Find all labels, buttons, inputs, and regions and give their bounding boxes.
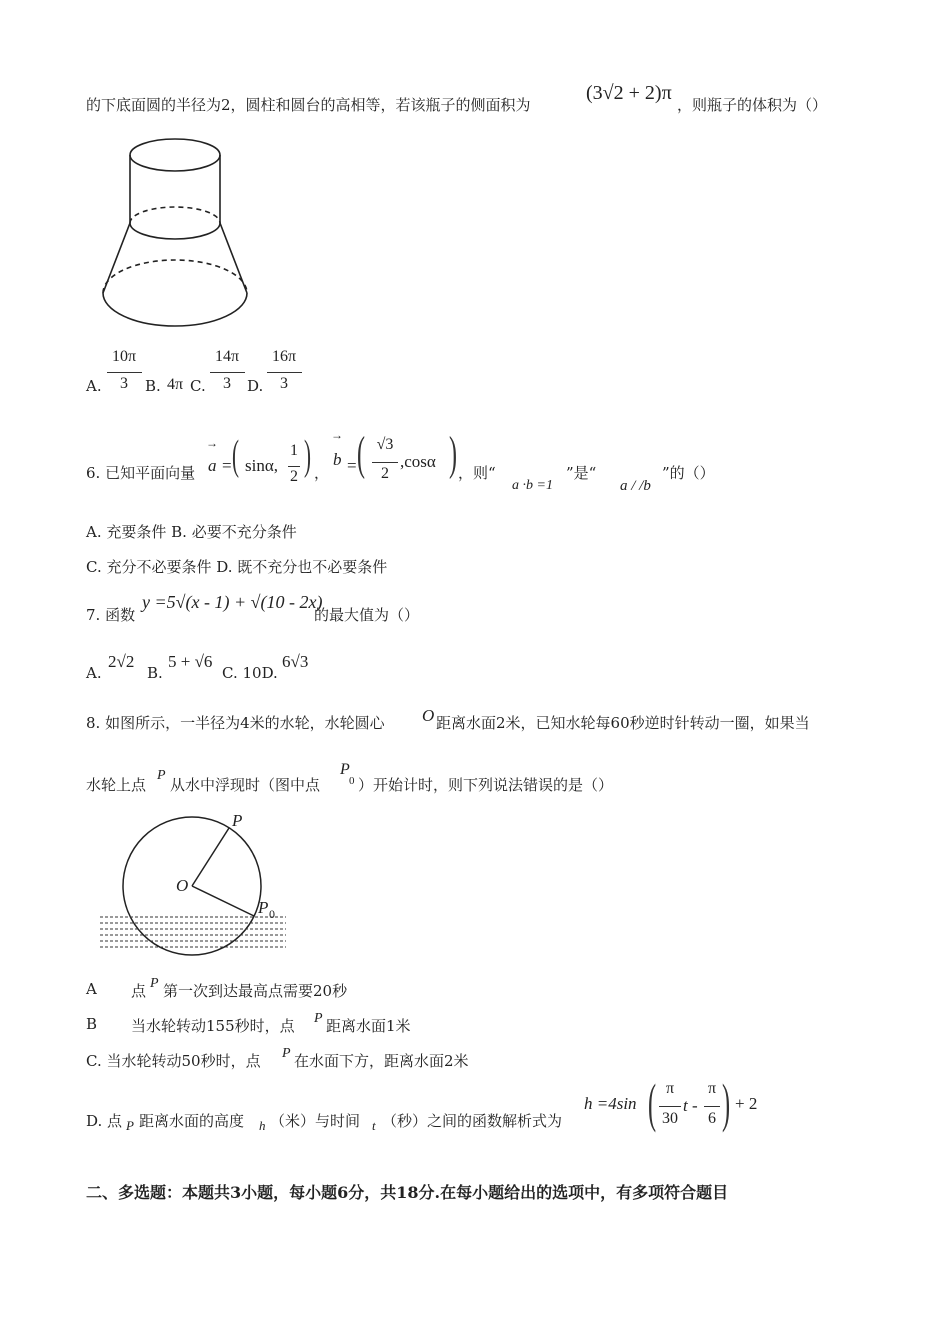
q5-lateral-area-expression: (3√2 + 2)π <box>586 82 672 104</box>
q7-option-b-label: B. <box>147 664 163 682</box>
frustum-bottom-back-arc <box>103 260 247 293</box>
q5-option-a-numerator: 10π <box>111 348 137 365</box>
formula-lhs-text: h =4sin <box>584 1094 637 1113</box>
q6-vector-b-left-paren: ( <box>357 427 365 480</box>
radius-to-P0 <box>192 886 254 916</box>
q5-option-b-label: B. <box>145 377 161 395</box>
formula-denominator-1: 30 <box>662 1110 678 1127</box>
q6-options-line-2: C. 充分不必要条件 D. 既不充分也不必要条件 <box>86 558 388 576</box>
formula-mid: t - <box>683 1096 698 1115</box>
q8-option-a-P: P <box>150 976 159 991</box>
q8-option-c-P: P <box>282 1046 291 1061</box>
figure-label-O: O <box>176 876 189 895</box>
q8-option-c-text-1: C. 当水轮转动50秒时，点 <box>86 1052 261 1070</box>
bottle-figure <box>95 133 255 333</box>
q6-condition-2: a / /b <box>620 478 651 494</box>
q5-text-after: ，则瓶子的体积为（） <box>677 96 828 114</box>
q5-text-before: 的下底面圆的半径为2，圆柱和圆台的高相等，若该瓶子的侧面积为 <box>86 96 531 114</box>
q8-point-P: P <box>157 768 166 783</box>
q8-option-c-text-2: 在水面下方，距离水面2米 <box>294 1052 469 1070</box>
q8-option-d-t: t <box>372 1118 376 1133</box>
q8-option-d-P: P <box>126 1118 134 1133</box>
q7-option-c-label: C. 10D. <box>222 664 278 682</box>
q6-vector-a-comp1: sinα, <box>245 456 278 475</box>
formula-left-paren: ( <box>648 1073 657 1133</box>
q5-option-a-fraction-bar <box>107 372 142 373</box>
q6-vector-a: a <box>208 456 217 475</box>
q8-option-d-text-2: 距离水面的高度 <box>139 1112 245 1130</box>
q5-option-d-label: D. <box>247 377 264 395</box>
q6-vector-a-denominator: 2 <box>290 468 298 485</box>
q6-vector-a-left-paren: ( <box>232 433 239 479</box>
q8-option-b-text-2: 距离水面1米 <box>326 1017 411 1035</box>
q8-point-P0-subscript: 0 <box>349 775 355 787</box>
q6-condition-1: a ·b =1 <box>512 478 553 493</box>
radius-to-P <box>192 828 229 886</box>
q8-option-a-text-2: 第一次到达最高点需要20秒 <box>163 982 348 1000</box>
q6-separator: ， <box>314 464 330 482</box>
formula-lhs <box>584 1094 637 1114</box>
q5-option-d-denominator: 3 <box>280 375 288 392</box>
q6-vector-b-comp2: ,cosα <box>400 452 436 471</box>
q7-suffix: 的最大值为（） <box>314 606 420 624</box>
q6-vector-b-denominator: 2 <box>381 465 389 482</box>
q5-option-c-label: C. <box>190 377 206 395</box>
q8-option-b-P: P <box>314 1011 323 1026</box>
q6-vector-b-right-paren: ) <box>449 427 457 480</box>
q5-option-c-fraction-bar <box>210 372 245 373</box>
q8-line-2-c: ）开始计时，则下列说法错误的是（） <box>358 776 614 794</box>
q7-option-a-label: A. <box>86 664 102 682</box>
q7-option-a-value: 2√2 <box>108 652 135 671</box>
q6-is: ”是“ <box>566 464 597 482</box>
q8-option-d-text-4: （秒）之间的函数解析式为 <box>382 1112 563 1130</box>
q6-vector-b-numerator: √3 <box>376 436 394 453</box>
formula-tail: + 2 <box>735 1094 758 1113</box>
q7-prefix: 7. 函数 <box>86 606 136 624</box>
water-wheel-figure <box>100 812 300 962</box>
q6-stem-suffix: ”的（） <box>662 464 715 482</box>
q5-option-a-label: A. <box>86 377 102 395</box>
figure-label-P0-subscript: 0 <box>269 907 275 921</box>
figure-label-P: P <box>232 811 243 830</box>
q8-line-1-a: 8. 如图所示，一半径为4米的水轮，水轮圆心 <box>86 714 385 732</box>
figure-label-P0: P <box>258 898 269 917</box>
q6-stem-prefix: 6. 已知平面向量 <box>86 464 196 482</box>
q7-option-b-value: 5 + √6 <box>168 652 213 671</box>
q6-vector-a-numerator: 1 <box>290 442 298 459</box>
q6-vector-b: b <box>333 450 342 469</box>
q8-option-d-text-3: （米）与时间 <box>270 1112 361 1130</box>
q7-function: y =5√(x - 1) + √(10 - 2x) <box>142 592 323 612</box>
q6-equals-2: = <box>347 456 357 475</box>
q8-line-1-b: 距离水面2米，已知水轮每60秒逆时针转动一圈，如果当 <box>436 714 810 732</box>
q8-point-P0: P <box>340 761 350 778</box>
q6-vector-a-right-paren: ) <box>304 433 311 479</box>
q5-option-d-fraction-bar <box>267 372 302 373</box>
q5-option-a-denominator: 3 <box>120 375 128 392</box>
q5-option-d-numerator: 16π <box>271 348 297 365</box>
cylinder-bottom-front-arc <box>130 223 220 239</box>
q8-option-a-label: A <box>86 980 97 998</box>
formula-right-paren: ) <box>722 1073 731 1133</box>
cylinder-bottom-back-arc <box>130 207 220 223</box>
section-2-heading: 二、多选题：本题共3小题，每小题6分，共18分.在每小题给出的选项中，有多项符合题目 <box>86 1183 729 1202</box>
q8-option-d-h: h <box>259 1118 266 1133</box>
q6-then: ，则“ <box>458 464 496 482</box>
q8-option-b-label: B <box>86 1015 98 1033</box>
q8-option-b-text-1: 当水轮转动155秒时，点 <box>131 1017 295 1035</box>
q8-line-2-b: 从水中浮现时（图中点 <box>170 776 321 794</box>
formula-denominator-2: 6 <box>708 1110 716 1127</box>
q8-line-2-a: 水轮上点 <box>86 776 147 794</box>
q5-option-b-value: 4π <box>167 376 184 393</box>
q8-center-O: O <box>422 706 435 725</box>
q6-options-line-1: A. 充要条件 B. 必要不充分条件 <box>86 523 297 541</box>
cylinder-top-ellipse <box>130 139 220 171</box>
q5-option-c-numerator: 14π <box>214 348 240 365</box>
q8-option-d-text-1: D. 点 <box>86 1112 123 1130</box>
q6-vector-a-fraction-bar <box>288 466 300 467</box>
frustum-right-edge <box>220 223 247 293</box>
formula-fraction-bar-1 <box>659 1106 681 1107</box>
q7-option-d-value: 6√3 <box>282 652 309 671</box>
formula-fraction-bar-2 <box>704 1106 720 1107</box>
formula-numerator-1: π <box>665 1080 675 1097</box>
q6-vector-a-arrow: → <box>206 436 218 450</box>
q6-equals-1: = <box>222 456 232 475</box>
q8-option-a-text-1: 点 <box>131 982 147 1000</box>
water-surface <box>100 917 286 947</box>
frustum-bottom-front-arc <box>103 293 247 326</box>
formula-numerator-2: π <box>707 1080 717 1097</box>
q6-vector-b-fraction-bar <box>372 462 398 463</box>
q6-vector-b-arrow: → <box>331 428 343 442</box>
q5-option-c-denominator: 3 <box>223 375 231 392</box>
